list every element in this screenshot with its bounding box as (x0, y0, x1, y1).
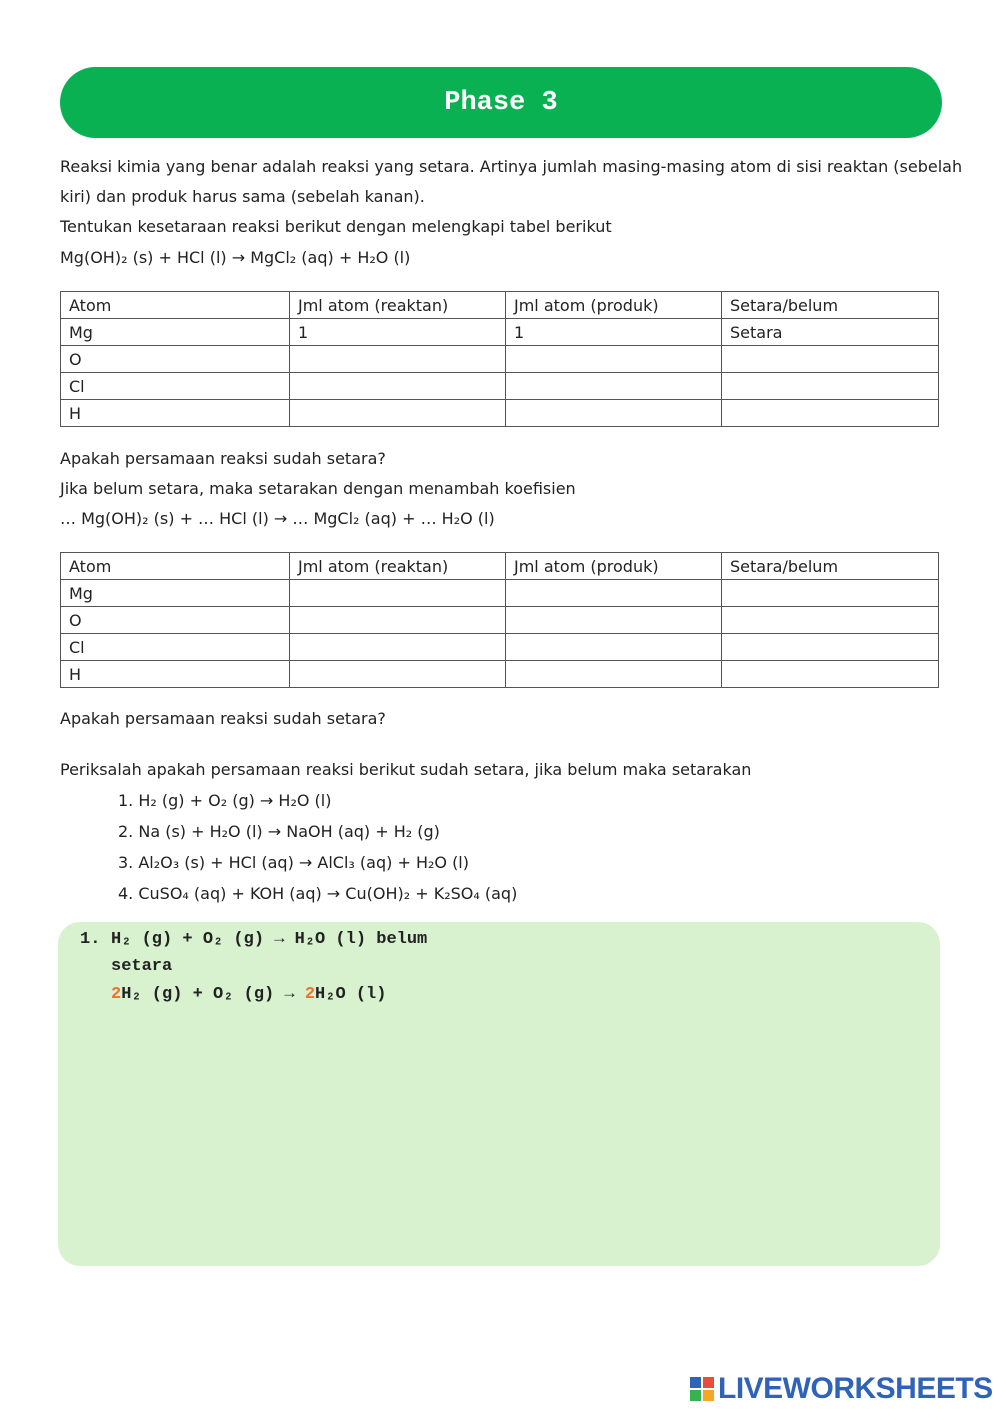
atom-cell: Mg (61, 319, 290, 346)
balance-status-cell[interactable]: Setara (722, 319, 939, 346)
atom-cell: O (61, 607, 290, 634)
balance-status-cell[interactable] (722, 661, 939, 688)
question-2: Apakah persamaan reaksi sudah setara? (60, 709, 386, 728)
table-row (61, 607, 939, 634)
reactant-count-cell[interactable] (290, 661, 506, 688)
table-row (61, 580, 939, 607)
balance-status-cell[interactable] (722, 580, 939, 607)
product-count-cell[interactable] (506, 634, 722, 661)
intro-line-3: Tentukan kesetaraan reaksi berikut dengan melengkapi tabel berikut (60, 217, 612, 236)
product-count-cell[interactable] (506, 607, 722, 634)
balance-status-cell[interactable] (722, 607, 939, 634)
header-cell: Jml atom (produk) (506, 553, 722, 580)
answer-line-1: H₂ (g) + O₂ (g) → H₂O (l) belum (111, 930, 428, 949)
equation-2: … Mg(OH)₂ (s) + … HCl (l) → … MgCl₂ (aq) + … H₂O (l) (60, 509, 495, 528)
coefficient-a: 2 (111, 985, 122, 1004)
answer-part-b: H₂O (l) (315, 985, 387, 1004)
logo-blocks-icon (690, 1377, 714, 1401)
reactant-count-cell[interactable] (290, 607, 506, 634)
answer-part-a: H₂ (g) + O₂ (g) → (121, 985, 305, 1004)
reactant-count-cell[interactable] (290, 634, 506, 661)
header-cell: Setara/belum (722, 292, 939, 319)
answer-line-2: setara (111, 957, 173, 976)
liveworksheets-logo (690, 1373, 993, 1405)
header-cell: Jml atom (reaktan) (290, 553, 506, 580)
equation-1: Mg(OH)₂ (s) + HCl (l) → MgCl₂ (aq) + H₂O (l) (60, 248, 411, 267)
atom-cell: Cl (61, 634, 290, 661)
logo-text: LIVEWORKSHEETS (718, 1372, 993, 1405)
answer-number: 1. (80, 930, 101, 949)
product-count-cell[interactable] (506, 373, 722, 400)
header-cell: Jml atom (produk) (506, 292, 722, 319)
table-row (61, 346, 939, 373)
intro-line-1: Reaksi kimia yang benar adalah reaksi yang setara. Artinya jumlah masing-masing atom di sisi reaktan (sebelah (60, 157, 963, 176)
table-row (61, 634, 939, 661)
atom-cell: H (61, 661, 290, 688)
instruction-2: Jika belum setara, maka setarakan dengan menambah koefisien (60, 479, 576, 498)
intro-line-2: kiri) dan produk harus sama (sebelah kanan). (60, 187, 425, 206)
product-count-cell[interactable] (506, 580, 722, 607)
reactant-count-cell[interactable] (290, 346, 506, 373)
atom-cell: O (61, 346, 290, 373)
exercise-item: 3. Al₂O₃ (s) + HCl (aq) → AlCl₃ (aq) + H₂O (l) (118, 853, 469, 872)
reactant-count-cell[interactable] (290, 373, 506, 400)
atom-table-2 (60, 552, 939, 688)
instruction-3: Periksalah apakah persamaan reaksi berikut sudah setara, jika belum maka setarakan (60, 760, 752, 779)
phase-banner (60, 67, 942, 138)
header-cell: Setara/belum (722, 553, 939, 580)
product-count-cell[interactable] (506, 400, 722, 427)
product-count-cell[interactable] (506, 346, 722, 373)
balance-status-cell[interactable] (722, 373, 939, 400)
balance-status-cell[interactable] (722, 400, 939, 427)
reactant-count-cell[interactable] (290, 580, 506, 607)
balance-status-cell[interactable] (722, 634, 939, 661)
table-row (61, 661, 939, 688)
table-row (61, 319, 939, 346)
product-count-cell[interactable]: 1 (506, 319, 722, 346)
exercise-item: 2. Na (s) + H₂O (l) → NaOH (aq) + H₂ (g) (118, 822, 440, 841)
answer-textarea[interactable] (58, 922, 940, 1266)
table-row (61, 400, 939, 427)
table-header-row (61, 292, 939, 319)
answer-line-3 (111, 985, 386, 1004)
table-row (61, 373, 939, 400)
reactant-count-cell[interactable] (290, 400, 506, 427)
header-cell: Atom (61, 553, 290, 580)
balance-status-cell[interactable] (722, 346, 939, 373)
atom-cell: Mg (61, 580, 290, 607)
atom-cell: H (61, 400, 290, 427)
coefficient-b: 2 (304, 985, 316, 1004)
header-cell: Jml atom (reaktan) (290, 292, 506, 319)
exercise-item: 4. CuSO₄ (aq) + KOH (aq) → Cu(OH)₂ + K₂SO₄ (aq) (118, 884, 518, 903)
reactant-count-cell[interactable]: 1 (290, 319, 506, 346)
atom-table-1 (60, 291, 939, 427)
question-1: Apakah persamaan reaksi sudah setara? (60, 449, 386, 468)
phase-title: Phase 3 (444, 87, 558, 118)
exercise-item: 1. H₂ (g) + O₂ (g) → H₂O (l) (118, 791, 332, 810)
atom-cell: Cl (61, 373, 290, 400)
product-count-cell[interactable] (506, 661, 722, 688)
table-header-row (61, 553, 939, 580)
header-cell: Atom (61, 292, 290, 319)
